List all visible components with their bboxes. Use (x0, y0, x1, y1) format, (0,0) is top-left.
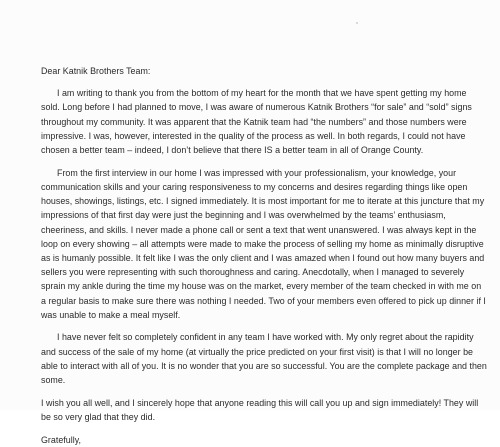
paragraph-confidence: I have never felt so completely confident in any team I have worked with. My only regret about the rapidity and success of the sale of my home (at virtually the price predicted on your first visit) is that I will no longer be able to interact with all of you. It is no wonder that you are so successful. You are the complete package and then some. (41, 332, 487, 386)
scan-speck (356, 22, 358, 24)
paragraph-thanks: I am writing to thank you from the bottom of my heart for the month that we have spent getting my home sold. Long before I had planned to move, I was aware of numerous Katnik Brothers “for sale” and “sold” signs throughout my community. It was apparent that the Katnik team had “the numbers” and those numbers were impressive. I was, however, interested in the quality of the process as well. In both regards, I could not have chosen a better team – indeed, I don’t believe that there IS a better team in all of Orange County. (41, 88, 472, 156)
paragraph-first-interview: From the first interview in our home I was impressed with your professionalism, your knowledge, your communication skills and your caring responsiveness to my concerns and desires regarding things like open houses, showings, listings, etc. I signed immediately. It is most important for me to iterate at this juncture that my impressions of that first day were just the beginning and I was overwhelmed by the teams’ enthusiasm, cheeriness, and skills. I never made a phone call or sent a text that went unanswered. I was always kept in the loop on every showing – all attempts were made to make the process of selling my home as minimally disruptive as is humanly possible. It felt like I was the only client and I was amazed when I found out how many buyers and sellers you were representing with such thoroughness and caring. Anecdotally, when I managed to severely sprain my ankle during the time my house was on the market, every member of the team checked in with me on a regular basis to make sure there was nothing I needed. Two of your members even offered to pick up dinner if I was unable to make a meal myself. (41, 167, 486, 320)
closing: Gratefully, (41, 434, 82, 445)
letter-body (41, 64, 487, 447)
paragraph-well-wishes: I wish you all well, and I sincerely hope that anyone reading this will call you up and sign immediately! They will be so very glad that they did. (41, 397, 479, 422)
salutation: Dear Katnik Brothers Team: (41, 66, 151, 76)
